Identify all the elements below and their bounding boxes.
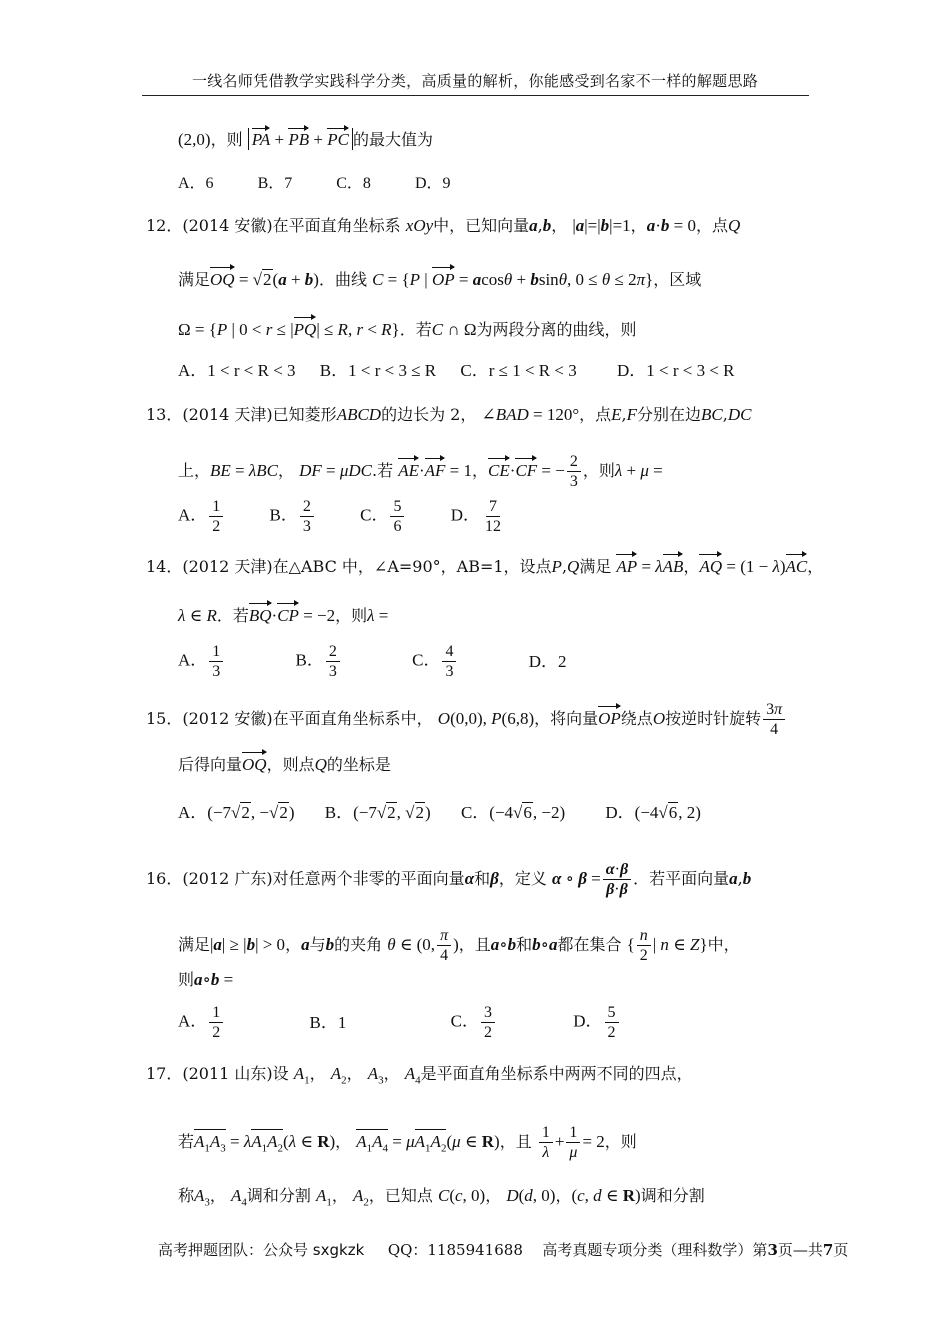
q15-option-d[interactable]: D．(−4√6, 2): [605, 803, 701, 822]
q13-option-b[interactable]: B． $\frac{2}{3}$: [270, 497, 316, 536]
q17-stem-line3: 称$A_3$， $A_4$调和分割 $A_1$， $A_2$，已知点 C(c, 0)， D(d, 0)，(c, d ∈ R)调和分割: [178, 1186, 705, 1209]
q15-options: [178, 802, 701, 824]
q16-option-b[interactable]: B．1: [309, 1012, 347, 1032]
q15-option-b[interactable]: B．(−7√2, √2): [324, 803, 431, 822]
q15-option-a[interactable]: A．(−7√2, −√2): [178, 803, 295, 822]
page-footer: 高考押题团队：公众号 sxgkzk QQ：1185941688 高考真题专项分类（理科数学）第3页—共7页: [158, 1241, 849, 1259]
q14-option-c[interactable]: C． $\frac{4}{3}$: [412, 642, 458, 681]
q11-option-c[interactable]: C．8: [336, 175, 371, 192]
q13-option-d[interactable]: D． $\frac{7}{12}$: [450, 498, 501, 535]
q11-option-d[interactable]: D．9: [414, 175, 451, 192]
q12-options: [178, 360, 735, 382]
page-header-banner: 一线名师凭借教学实践科学分类，高质量的解析，你能感受到名家不一样的解题思路: [191, 72, 759, 90]
footer-qq: QQ：1185941688: [387, 1241, 523, 1259]
q13-options: [178, 497, 506, 536]
q11-option-a[interactable]: A．6: [178, 175, 214, 192]
q13-option-c[interactable]: C． $\frac{5}{6}$: [360, 497, 406, 536]
header-divider: [142, 95, 809, 96]
q12-option-d[interactable]: D．1 < r < 3 < R: [616, 361, 735, 380]
q16-options: [178, 1003, 621, 1042]
q16-option-d[interactable]: D． $\frac{5}{2}$: [573, 1003, 620, 1042]
q12-option-b[interactable]: B．1 < r < 3 ≤ R: [319, 361, 437, 380]
q11-stem: (2,0)，则 PA + PB + PC 的最大值为: [178, 130, 433, 149]
q14-option-a[interactable]: A． $\frac{1}{3}$: [178, 642, 225, 681]
q15-stem-line2: 后得向量OQ，则点Q的坐标是: [178, 752, 391, 776]
q15-stem-line1: 15．(2012 安徽)在平面直角坐标系中， O(0,0), P(6,8)，将向量OP绕点O按逆时针旋转 $\frac{3\pi}{4}$: [146, 700, 787, 739]
q17-stem-line1: 17．(2011 山东)设 $A_1$， $A_2$， $A_3$， $A_4$是平面直角坐标系中两两不同的四点，: [146, 1064, 693, 1087]
q16-option-a[interactable]: A． $\frac{1}{2}$: [178, 1003, 225, 1042]
q13-option-a[interactable]: A． $\frac{1}{2}$: [178, 497, 225, 536]
footer-total-pages: 7: [822, 1241, 834, 1259]
q16-option-c[interactable]: C． $\frac{3}{2}$: [451, 1003, 497, 1042]
q12-stem-line2: 满足OQ = √2(a + b)．曲线 C = {P | OP = acosθ + bsinθ, 0 ≤ θ ≤ 2π}，区域: [178, 267, 701, 291]
q16-stem-line3: 则a∘b =: [178, 970, 234, 989]
q16-stem-line1: 16．(2012 广东)对任意两个非零的平面向量α和β，定义 α ∘ β = $\frac{\alpha\cdot\beta}{\beta\cdot\beta}$ ．若平面向量a,b: [146, 861, 752, 898]
q11-option-b[interactable]: B．7: [257, 175, 293, 192]
q17-stem-line2: 若$A_1A_3 = \lambda A_1A_2(\lambda$ ∈ R)， $A_1A_4 = \mu A_1A_2(\mu$ ∈ R)，且 $\frac{1}{\lambda}$ + $\frac{1}{\mu}$ = 2，则: [178, 1124, 637, 1161]
q16-stem-line2: 满足|a| ≥ |b| > 0，a与b的夹角 θ ∈ (0, $\frac{\pi}{4}$ )，且a∘b和b∘a都在集合 { $\frac{n}{2}$ | n ∈ Z}中，: [178, 927, 740, 964]
q14-stem-line2: λ ∈ R．若BQ·CP = −2，则λ =: [178, 603, 388, 627]
q11-options: [178, 173, 451, 195]
q13-stem-line1: 13．(2014 天津)已知菱形ABCD的边长为 2， ∠BAD = 120°，点E,F分别在边BC,DC: [146, 405, 752, 424]
footer-account: sxgkzk: [312, 1241, 365, 1259]
q12-stem-line1: 12．(2014 安徽)在平面直角坐标系 xOy中，已知向量a,b， |a|=|b|=1，a·b = 0，点Q: [146, 216, 741, 235]
q13-stem-line2: 上，BE = λBC， DF = μDC.若 AE·AF = 1，CE·CF = − $\frac{2}{3}$ ，则λ + μ =: [178, 453, 663, 490]
q14-options: [178, 642, 567, 681]
q12-option-a[interactable]: A．1 < r < R < 3: [178, 361, 296, 380]
q12-stem-line3: Ω = {P | 0 < r ≤ |PQ| ≤ R, r < R}．若C ∩ Ω为两段分离的曲线，则: [178, 317, 637, 341]
vector-sum-abs: PA + PB + PC: [248, 128, 353, 150]
q14-stem-line1: 14．(2012 天津)在△ABC 中，∠A=90°，AB=1，设点P,Q满足 AP = λAB，AQ = (1 − λ)AC，: [146, 554, 823, 578]
q14-option-b[interactable]: B． $\frac{2}{3}$: [296, 642, 342, 681]
q15-option-c[interactable]: C．(−4√6, −2): [460, 803, 566, 822]
footer-page-number: 3: [767, 1241, 778, 1259]
q14-option-d[interactable]: D．2: [528, 651, 567, 671]
q12-option-c[interactable]: C．r ≤ 1 < R < 3: [460, 361, 577, 380]
